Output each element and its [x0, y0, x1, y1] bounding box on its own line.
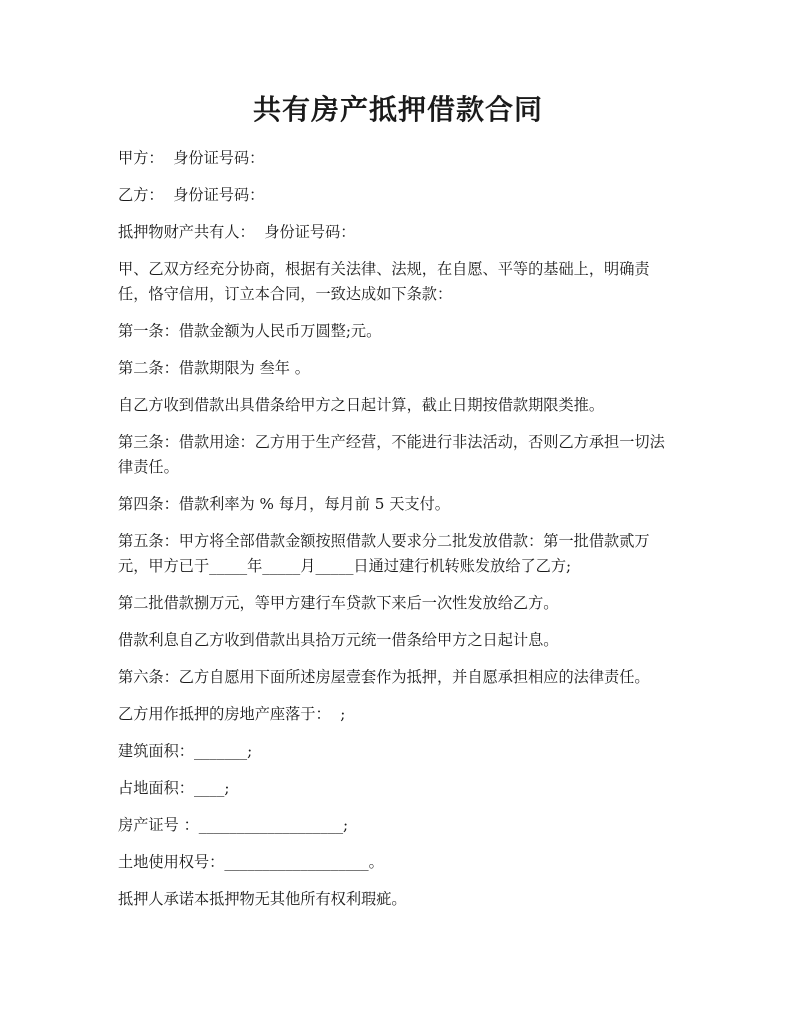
paragraph-article-1: 第一条：借款金额为人民币万圆整;元。	[118, 322, 382, 340]
paragraph-article-6: 第六条：乙方自愿用下面所述房屋壹套作为抵押，并自愿承担相应的法律责任。	[118, 668, 650, 686]
paragraph-term-calc: 自乙方收到借款出具借条给甲方之日起计算，截止日期按借款期限类推。	[118, 396, 604, 414]
paragraph-article-2: 第二条：借款期限为 叁年 。	[118, 359, 310, 377]
paragraph-article-5: 第五条：甲方将全部借款金额按照借款人要求分二批发放借款：第一批借款贰万元，甲方已于_____年_____月_____日通过建行机转账发放给了乙方;	[118, 532, 650, 575]
document-body	[118, 146, 678, 924]
paragraph-land-area: 占地面积：____;	[118, 779, 230, 797]
paragraph-article-3: 第三条：借款用途：乙方用于生产经营，不能进行非法活动，否则乙方承担一切法律责任。	[118, 433, 665, 476]
paragraph-mortgagor-promise: 抵押人承诺本抵押物无其他所有权利瑕疵。	[118, 890, 407, 908]
document-title: 共有房产抵押借款合同	[252, 93, 543, 126]
paragraph-interest: 借款利息自乙方收到借款出具拾万元统一借条给甲方之日起计息。	[118, 631, 559, 649]
paragraph-article-4: 第四条：借款利率为 % 每月，每月前 5 天支付。	[118, 495, 450, 513]
paragraph-building-area: 建筑面积：_______;	[118, 742, 253, 760]
paragraph-second-batch: 第二批借款捌万元，等甲方建行车贷款下来后一次性发放给乙方。	[118, 594, 559, 612]
paragraph-party-a: 甲方： 身份证号码：	[118, 149, 265, 167]
paragraph-land-use-right: 土地使用权号：___________________。	[118, 853, 384, 871]
paragraph-property-cert: 房产证号 ：___________________;	[118, 816, 349, 834]
paragraph-co-owner: 抵押物财产共有人： 身份证号码：	[118, 223, 356, 241]
paragraph-party-b: 乙方： 身份证号码：	[118, 186, 265, 204]
paragraph-preamble: 甲、乙双方经充分协商，根据有关法律、法规，在自愿、平等的基础上，明确责任，恪守信用，订立本合同，一致达成如下条款：	[118, 260, 650, 303]
paragraph-property-location: 乙方用作抵押的房地产座落于： ;	[118, 705, 346, 723]
